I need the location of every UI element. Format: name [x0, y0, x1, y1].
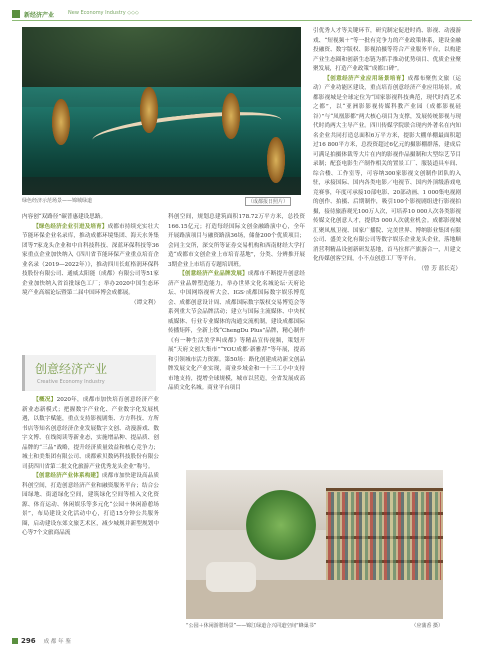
photo-caption-text: “公园＋休闲游憩场景”——锦江绿道合兴同道空间“蜂巢书” — [186, 623, 317, 629]
photo-credit: （成都报日照片） — [245, 197, 291, 206]
page-number: 296 — [21, 637, 36, 645]
section-title-en: New Economy Industry ◇◇◇ — [68, 10, 139, 16]
paragraph: 引优秀人才等关键环节，研究制定促进时尚、影视、动漫游戏、“短视频＋”等一批有竞争力的产业政策体系，建设金融投融资、数字版权、影视拍摄等符合产业服务平台，以构建产业生态圈和创新生态链为抓手推动优势项目、优质企业聚聚发展，打造产业政策“成都口碑”。 — [313, 28, 461, 72]
photo-tree — [246, 490, 316, 560]
photo-caption — [186, 622, 443, 629]
paragraph: 成都市不断提升创意经济产业品牌塑造能力，举办世界文化名城论坛·天府论坛、中国网络视听大会、IGS·成都国际数字娱乐博览会、成都创意设计周、成都国际数字版权交易博览会等系列重大节会品牌活动；建立与国际主流媒体、中央权威媒体、行业专业媒体的沟通交流机制，建设成都国际传播矩阵，全新上线“ChengDu Plus”品牌，精心制作《有一种生活美学叫成都》等精品宣传视频，策划开展“天府文创大集市”“YOU成都·新雅荐”等年展，提高和引领城市活力资源。第50场：路化创建成功新文创品牌发展文化产业实现，商业乡域金和一十三工小中支持市地支持，提增全球规模，城市以营造，全省发展成高品质文化名城。商业平台项目 — [168, 271, 305, 391]
author-signature: （曾 芳 蓝长克） — [418, 265, 461, 272]
banner-subtitle: Creative Economy Industry — [37, 379, 105, 385]
photo-greenway — [22, 27, 301, 195]
photo-caption: 绿色经济示范场景——锦城绿道 — [22, 198, 93, 204]
section-title: 新经济产业 — [24, 12, 55, 19]
section-marker — [12, 10, 20, 18]
photo-credit: （应蒲香 摄） — [411, 623, 443, 629]
left-column-top — [22, 213, 159, 355]
photo-tree — [52, 99, 70, 145]
section-heading: 【绿色经济企业引进及培育】 — [33, 223, 108, 230]
paragraph: 科创空间，规划总建筑面积178.72万平方米，总投资166.15亿元；打造每经国际文创金融路演中心，全年开展路演项目与融资路演36场，储备200个优质项目；会同主交所，深交所等证券交易机构和西南财经大学打造“成都市文创企业上市培育基地”，分类、分辨推开展3期企业上市培育专题培训班。 — [168, 214, 305, 268]
section-heading: 【创意经济产业体系构建】 — [33, 473, 102, 479]
right-column — [313, 27, 461, 274]
paragraph: 成都市加快建设高品质科创空间，打造创意经济产业和融资服务平台；结合公园绿地、街道绿化空间，建筑绿化空间等植入文化资源、体育运动、休闲娱乐等多元化“公园＋休闲游憩场景”，布局建设文化活动中心，打造15分钟公共服务圈，启动建设东郊文旅艺术区，减少城规并新型规划中心等7个文旅商品流 — [22, 473, 159, 536]
page-footer — [12, 637, 71, 645]
photo-tree — [222, 93, 240, 139]
section-heading: 【创意经济产业应用场景培育】 — [324, 75, 408, 82]
paragraph: 内容创“双路径”碳普惠建设思路。 — [22, 214, 107, 220]
photo-chair — [206, 562, 256, 592]
paragraph: 成都布聚焦文旅（运动）产业功能区建设，重点培育创意经济产业应用场景。成都影视城是全球定位为“国家影视科技典范，现代时尚艺术之都”，以“亚洲影影视传媒科教产业园（成都影视硅谷）”与“凤凰影都”两大核心项目为支撑，发展传统影视与现代时尚两大主导产业。四川传媒学院联合现内外著名在内知名企业共同打造总面积6万平方米，提影大棚单棚最面积超过16 800平方米，总投资超过6亿元的摄影棚群落，建成后可满足拍摄体裁等大片在内的影视作品摄制和大型综艺节目录制；配套电影生产制作相关的置景工厂、服装道具车间、综合楼、工作室等，可容纳300家影视文创制作团队的入驻，承接国际、国内各类电影／电视节、国内外顶级游戏电竞赛事，年度可承接10部电影、20部动画、1 000集电视剧的创作、拍摄、后期制作，吸引100个影视剧组进行影视拍摄，接待旅游观光100万人次，可培养10 000人次各类影视传媒文化创意人才，提供5 000人次就业机会。成都影视城汇聚凤凰卫视、国家广播院、完美世界、博纳影业集团有限公司、盛美文化有限公司等数字娱乐企业龙头企业，落地顺消营利精品设创新研发基地，首马拉挥产旗游合一，川建文化传媒创客空间，小不点创意工厂等平台。 — [313, 75, 461, 262]
section-heading: 【概况】 — [33, 397, 57, 403]
footer-marker — [12, 638, 18, 644]
section-heading: 【创意经济产业品牌发展】 — [179, 271, 248, 277]
author-signature: （谭文利） — [131, 299, 159, 306]
book-title: 成 都 年 鉴 — [43, 639, 71, 645]
photo-bookstore — [186, 470, 443, 619]
section-banner — [22, 355, 156, 391]
left-column-bottom — [22, 396, 159, 632]
header-rule — [12, 20, 472, 21]
middle-column — [168, 213, 305, 465]
paragraph: 成都市持续充实壮大节能环保企业名录库，推动成都环境集团、海天水务集团等7家龙头企业和中自科技科技、深蓝环保科技等36家重点企业加快纳入《四川省节能环保产业重点培育企业名录（2019—2022年）》，推动四川长虹格润环保科技股份有限公司、通威太阳能（成都）有限公司等51家企业加快纳入省首批绿色工厂；举办2020中国生态环境产业高端论坛暨第二届中国环博会成都展。 — [22, 223, 159, 296]
photo-tree — [140, 87, 158, 133]
paragraph: 2020年，成都市加快培育创意经济产业新业态新模式；把握数字产业化、产业数字化发展机遇，以数字赋能，重点支持影视剧集、方方科技、方所书店等知名创意经济企业发展数字文创、动漫游戏、数字文博、在线阅读等新业态，实施增品种、提品质、创品牌的“三品”战略，提升经济质量效益和核心竞争力；城土和美集团有限公司、成都索贝数码科技股份有限公司获四川省第二批文化旅游产业优秀龙头企业”称号。 — [22, 397, 159, 470]
page-header — [12, 8, 472, 20]
banner-title: 创意经济产业 — [35, 362, 108, 376]
photo-tree — [267, 137, 285, 183]
